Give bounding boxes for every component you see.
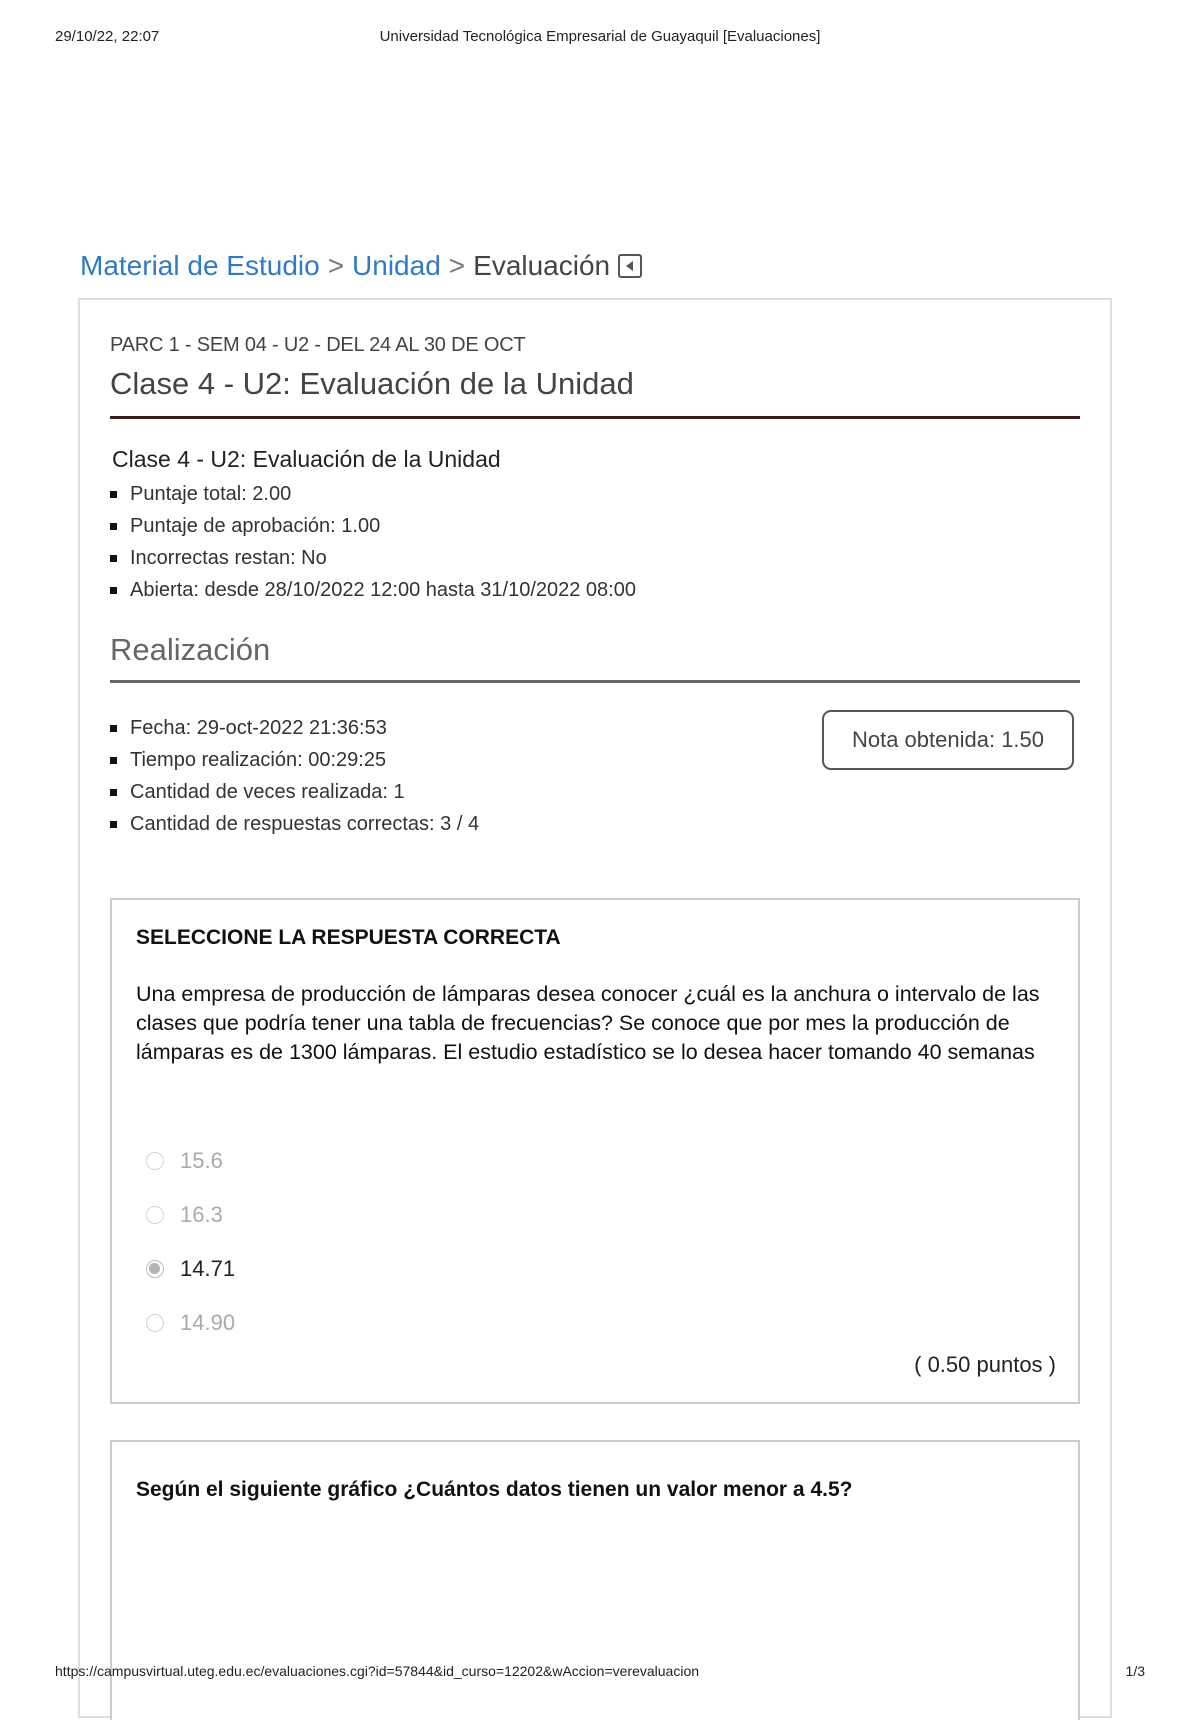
- evaluation-info-list: [110, 478, 636, 606]
- realizacion-stats-list: [110, 712, 479, 840]
- info-open-period: Abierta: desde 28/10/2022 12:00 hasta 31/10/2022 08:00: [110, 574, 636, 606]
- answer-option-label: 14.90: [180, 1310, 236, 1335]
- evaluation-card: [78, 298, 1112, 1718]
- answer-option[interactable]: [146, 1296, 235, 1350]
- breadcrumb-separator: >: [448, 250, 466, 281]
- breadcrumb-unidad[interactable]: Unidad: [352, 250, 441, 281]
- page-title: Clase 4 - U2: Evaluación de la Unidad: [110, 366, 634, 401]
- grade-badge: Nota obtenida: 1.50: [822, 710, 1074, 770]
- print-page-number: 1/3: [1125, 1663, 1145, 1679]
- stat-correct-answers: Cantidad de respuestas correctas: 3 / 4: [110, 808, 479, 840]
- breadcrumb-separator: >: [327, 250, 345, 281]
- answer-option-label: 14.71: [180, 1256, 236, 1281]
- radio-icon[interactable]: [146, 1314, 164, 1332]
- question-heading: Según el siguiente gráfico ¿Cuántos datos tienen un valor menor a 4.5?: [136, 1478, 853, 1501]
- print-page-title: Universidad Tecnológica Empresarial de Guayaquil [Evaluaciones]: [379, 28, 821, 45]
- question-heading: SELECCIONE LA RESPUESTA CORRECTA: [136, 926, 561, 949]
- evaluation-info-title: Clase 4 - U2: Evaluación de la Unidad: [112, 446, 501, 472]
- radio-checked-icon[interactable]: [146, 1260, 164, 1278]
- breadcrumb: [80, 248, 642, 284]
- info-passing-score: Puntaje de aprobación: 1.00: [110, 510, 636, 542]
- answer-options: [146, 1134, 235, 1350]
- info-total-score: Puntaje total: 2.00: [110, 478, 636, 510]
- radio-icon[interactable]: [146, 1206, 164, 1224]
- stat-attempts: Cantidad de veces realizada: 1: [110, 776, 479, 808]
- radio-icon[interactable]: [146, 1152, 164, 1170]
- info-negative-marking: Incorrectas restan: No: [110, 542, 636, 574]
- breadcrumb-current: Evaluación: [473, 250, 611, 281]
- print-header: [55, 28, 1145, 50]
- question-text: Una empresa de producción de lámparas desea conocer ¿cuál es la anchura o intervalo de las clases que podría tener una tabla de frecuencias? Se conoce que por mes la producción de lámparas es de 1300 lámparas. El estudio estadístico se lo desea hacer tomando 40 semanas: [136, 982, 1040, 1064]
- title-divider: [110, 416, 1080, 419]
- breadcrumb-material-de-estudio[interactable]: Material de Estudio: [80, 250, 320, 281]
- realizacion-title: Realización: [110, 632, 271, 667]
- print-date: 29/10/22, 22:07: [55, 28, 160, 45]
- question-card: [110, 898, 1080, 1404]
- print-url: https://campusvirtual.uteg.edu.ec/evaluaciones.cgi?id=57844&id_curso=12202&wAccion=verevaluacion: [55, 1663, 700, 1679]
- answer-option-label: 15.6: [180, 1148, 223, 1173]
- print-footer: [55, 1663, 1145, 1685]
- stat-time: Tiempo realización: 00:29:25: [110, 744, 479, 776]
- question-points: ( 0.50 puntos ): [914, 1352, 1056, 1377]
- realizacion-divider: [110, 680, 1080, 683]
- answer-option[interactable]: [146, 1188, 235, 1242]
- answer-option-label: 16.3: [180, 1202, 223, 1227]
- answer-option[interactable]: [146, 1134, 235, 1188]
- back-arrow-square-icon[interactable]: [618, 254, 642, 278]
- period-label: PARC 1 - SEM 04 - U2 - DEL 24 AL 30 DE OCT: [110, 334, 526, 356]
- stat-date: Fecha: 29-oct-2022 21:36:53: [110, 712, 479, 744]
- answer-option-selected[interactable]: [146, 1242, 235, 1296]
